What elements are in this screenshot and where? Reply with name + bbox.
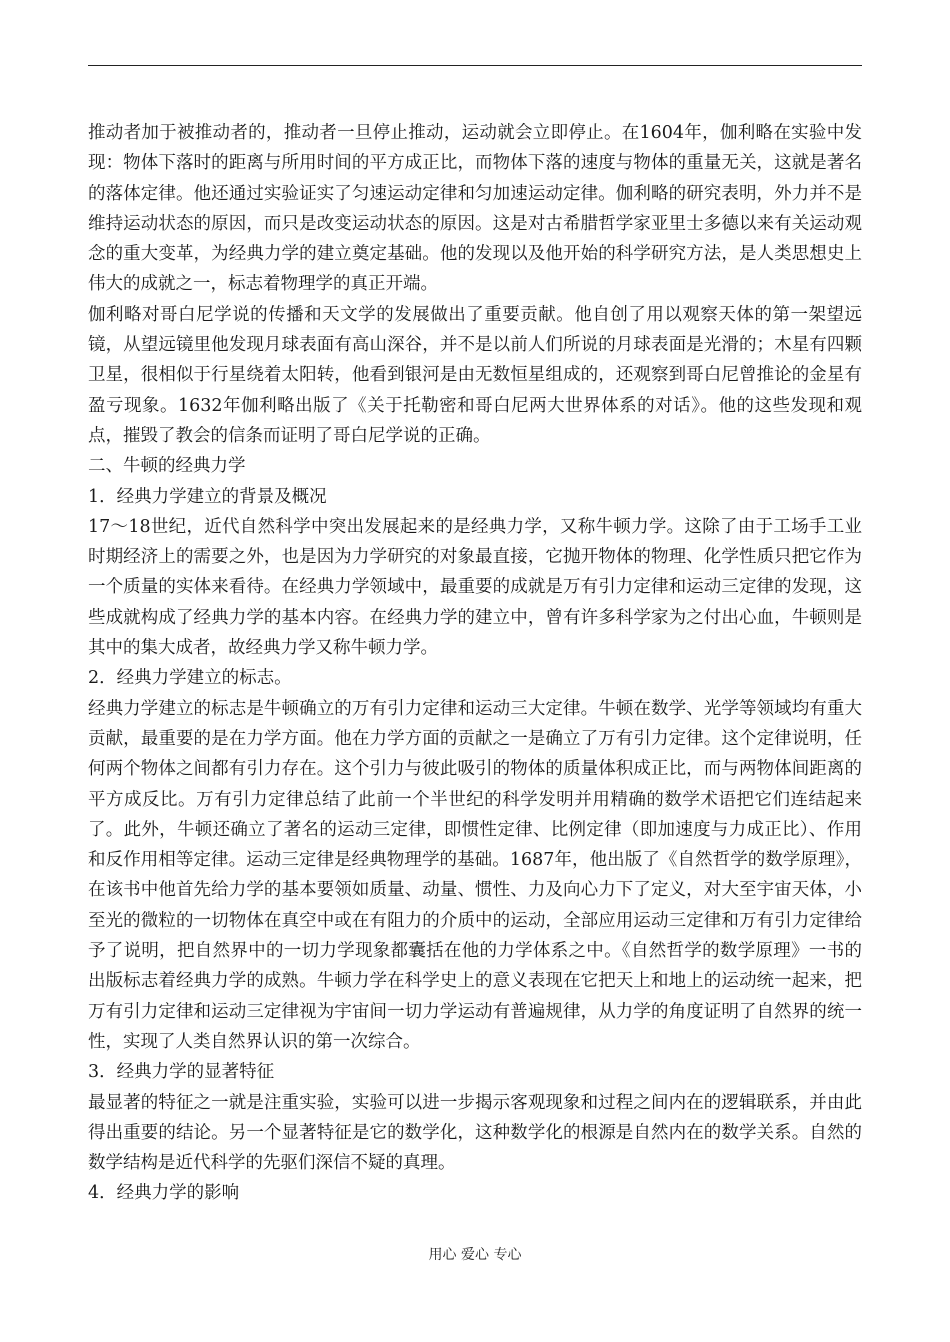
subheading-features: 3．经典力学的显著特征 [88, 1062, 275, 1083]
paragraph-landmark: 经典力学建立的标志是牛顿确立的万有引力定律和运动三大定律。牛顿在数学、光学等领域均有重大贡献，最重要的是在力学方面。他在力学方面的贡献之一是确立了万有引力定律。这个定律说明，任何两个物体之间都有引力存在。这个引力与彼此吸引的物体的质量体积成正比，而与两物体间距离的平方成反比。万有引力定律总结了此前一个半世纪的科学发明并用精确的数学术语把它们连结起来了。此外，牛顿还确立了著名的运动三定律，即惯性定律、比例定律（即加速度与力成正比）、作用和反作用相等定律。运动三定律是经典物理学的基础。1687年，他出版了《自然哲学的数学原理》，在该书中他首先给力学的基本要领如质量、动量、惯性、力及向心力下了定义，对大至宇宙天体，小至光的微粒的一切物体在真空中或在有阻力的介质中的运动，全部应用运动三定律和万有引力定律给予了说明，把自然界中的一切力学现象都囊括在他的力学体系之中。《自然哲学的数学原理》一书的出版标志着经典力学的成熟。牛顿力学在科学史上的意义表现在它把天上和地上的运动统一起来，把万有引力定律和运动三定律视为宇宙间一切力学运动有普遍规律，从力学的角度证明了自然界的统一性，实现了人类自然界认识的第一次综合。 [88, 698, 862, 1052]
paragraph-background: 17～18世纪，近代自然科学中突出发展起来的是经典力学，又称牛顿力学。这除了由于工场手工业时期经济上的需要之外，也是因为力学研究的对象最直接，它抛开物体的物理、化学性质只把它作为一个质量的实体来看待。在经典力学领域中，最重要的成就是万有引力定律和运动三定律的发现，这些成就构成了经典力学的基本内容。在经典力学的建立中，曾有许多科学家为之付出心血，牛顿则是其中的集大成者，故经典力学又称牛顿力学。 [88, 516, 862, 659]
subheading-landmark: 2．经典力学建立的标志。 [88, 668, 292, 689]
subheading-background: 1．经典力学建立的背景及概况 [88, 486, 327, 507]
page-footer: 用心 爱心 专心 [428, 1247, 522, 1263]
section-heading-newton: 二、牛顿的经典力学 [88, 456, 246, 477]
header-rule [88, 65, 862, 66]
paragraph-features: 最显著的特征之一就是注重实验，实验可以进一步揭示客观现象和过程之间内在的逻辑联系，并由此得出重要的结论。另一个显著特征是它的数学化，这种数学化的根源是自然内在的数学关系。自然的数学结构是近代科学的先驱们深信不疑的真理。 [88, 1092, 862, 1174]
paragraph-galileo-astronomy: 伽利略对哥白尼学说的传播和天文学的发展做出了重要贡献。他自创了用以观察天体的第一架望远镜，从望远镜里他发现月球表面有高山深谷，并不是以前人们所说的月球表面是光滑的；木星有四颗卫星，很相似于行星绕着太阳转，他看到银河是由无数恒星组成的，还观察到哥白尼曾推论的金星有盈亏现象。1632年伽利略出版了《关于托勒密和哥白尼两大世界体系的对话》。他的这些发现和观点，摧毁了教会的信条而证明了哥白尼学说的正确。 [88, 304, 862, 446]
paragraph-galileo-motion: 推动者加于被推动者的，推动者一旦停止推动，运动就会立即停止。在1604年，伽利略在实验中发现：物体下落时的距离与所用时间的平方成正比，而物体下落的速度与物体的重量无关，这就是著名的落体定律。他还通过实验证实了匀速运动定律和匀加速运动定律。伽利略的研究表明，外力并不是维持运动状态的原因，而只是改变运动状态的原因。这是对古希腊哲学家亚里士多德以来有关运动观念的重大变革，为经典力学的建立奠定基础。他的发现以及他开始的科学研究方法，是人类思想史上伟大的成就之一，标志着物理学的真正开端。 [88, 123, 862, 295]
document-body [88, 118, 862, 1209]
subheading-influence: 4．经典力学的影响 [88, 1183, 240, 1204]
